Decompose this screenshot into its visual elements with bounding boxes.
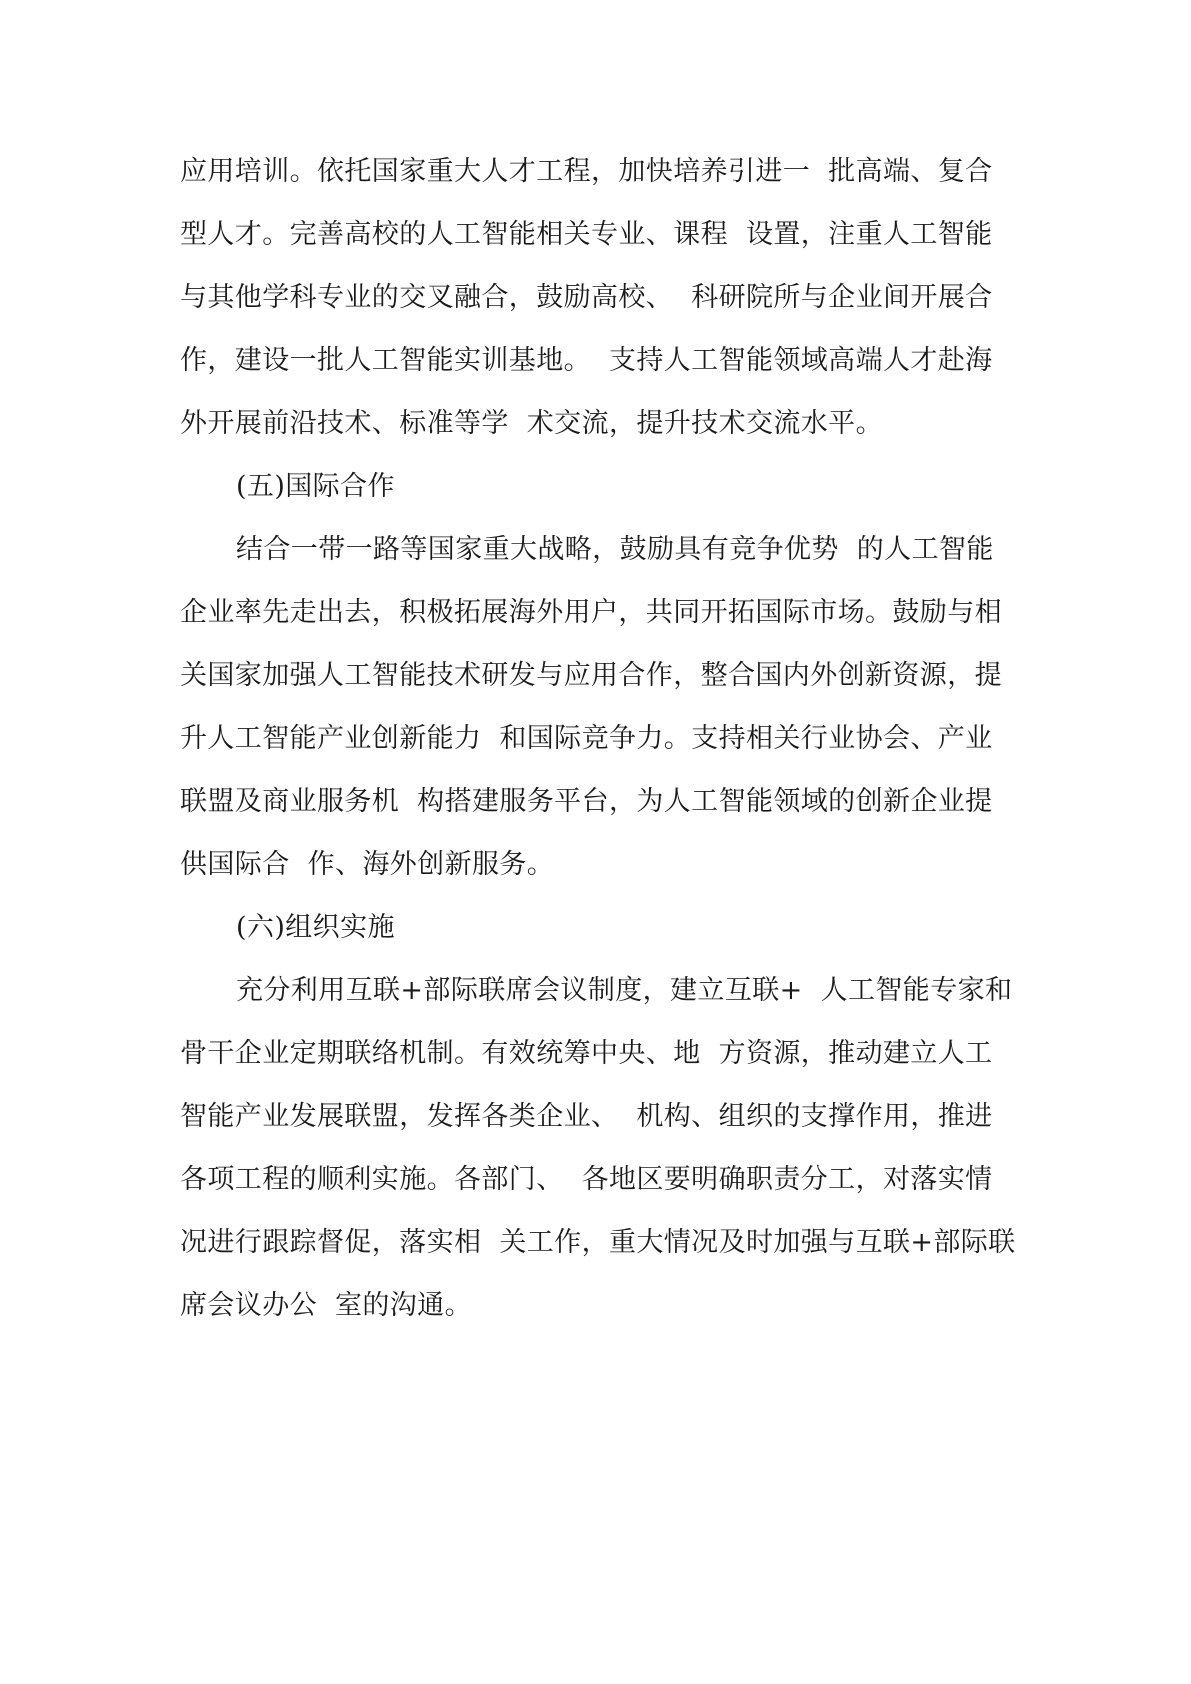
text-line: 各项工程的顺利实施。各部门、 各地区要明确职责分工，对落实情 (180, 1164, 993, 1195)
text-line: 型人才。完善高校的人工智能相关专业、课程 设置，注重人工智能 (180, 219, 993, 250)
text-line: 席会议办公 室的沟通。 (180, 1290, 472, 1321)
text-line: 作，建设一批人工智能实训基地。 支持人工智能领域高端人才赴海 (180, 345, 993, 376)
text-line: 联盟及商业服务机 构搭建服务平台，为人工智能领域的创新企业提 (180, 786, 993, 817)
text-line: 骨干企业定期联络机制。有效统筹中央、地 方资源，推动建立人工 (180, 1038, 993, 1069)
text-line: 供国际合 作、海外创新服务。 (180, 849, 555, 880)
text-line: 况进行跟踪督促，落实相 关工作，重大情况及时加强与互联+部际联 (180, 1227, 1016, 1258)
section-heading: (六)组织实施 (236, 912, 395, 943)
text-line: 与其他学科专业的交叉融合，鼓励高校、 科研院所与企业间开展合 (180, 282, 993, 313)
document-body (180, 140, 1020, 1337)
text-line: 升人工智能产业创新能力 和国际竞争力。支持相关行业协会、产业 (180, 723, 993, 754)
text-line: 应用培训。依托国家重大人才工程，加快培养引进一 批高端、复合 (180, 156, 993, 187)
section-heading: (五)国际合作 (236, 471, 395, 502)
text-line: 智能产业发展联盟，发挥各类企业、 机构、组织的支撑作用，推进 (180, 1101, 993, 1132)
text-line: 企业率先走出去，积极拓展海外用户，共同开拓国际市场。鼓励与相 (180, 597, 1002, 628)
text-line: 充分利用互联+部际联席会议制度，建立互联+ 人工智能专家和 (236, 975, 1013, 1006)
text-line: 外开展前沿技术、标准等学 术交流，提升技术交流水平。 (180, 408, 883, 439)
text-line: 关国家加强人工智能技术研发与应用合作，整合国内外创新资源，提 (180, 660, 1002, 691)
text-line: 结合一带一路等国家重大战略，鼓励具有竞争优势 的人工智能 (236, 534, 994, 565)
